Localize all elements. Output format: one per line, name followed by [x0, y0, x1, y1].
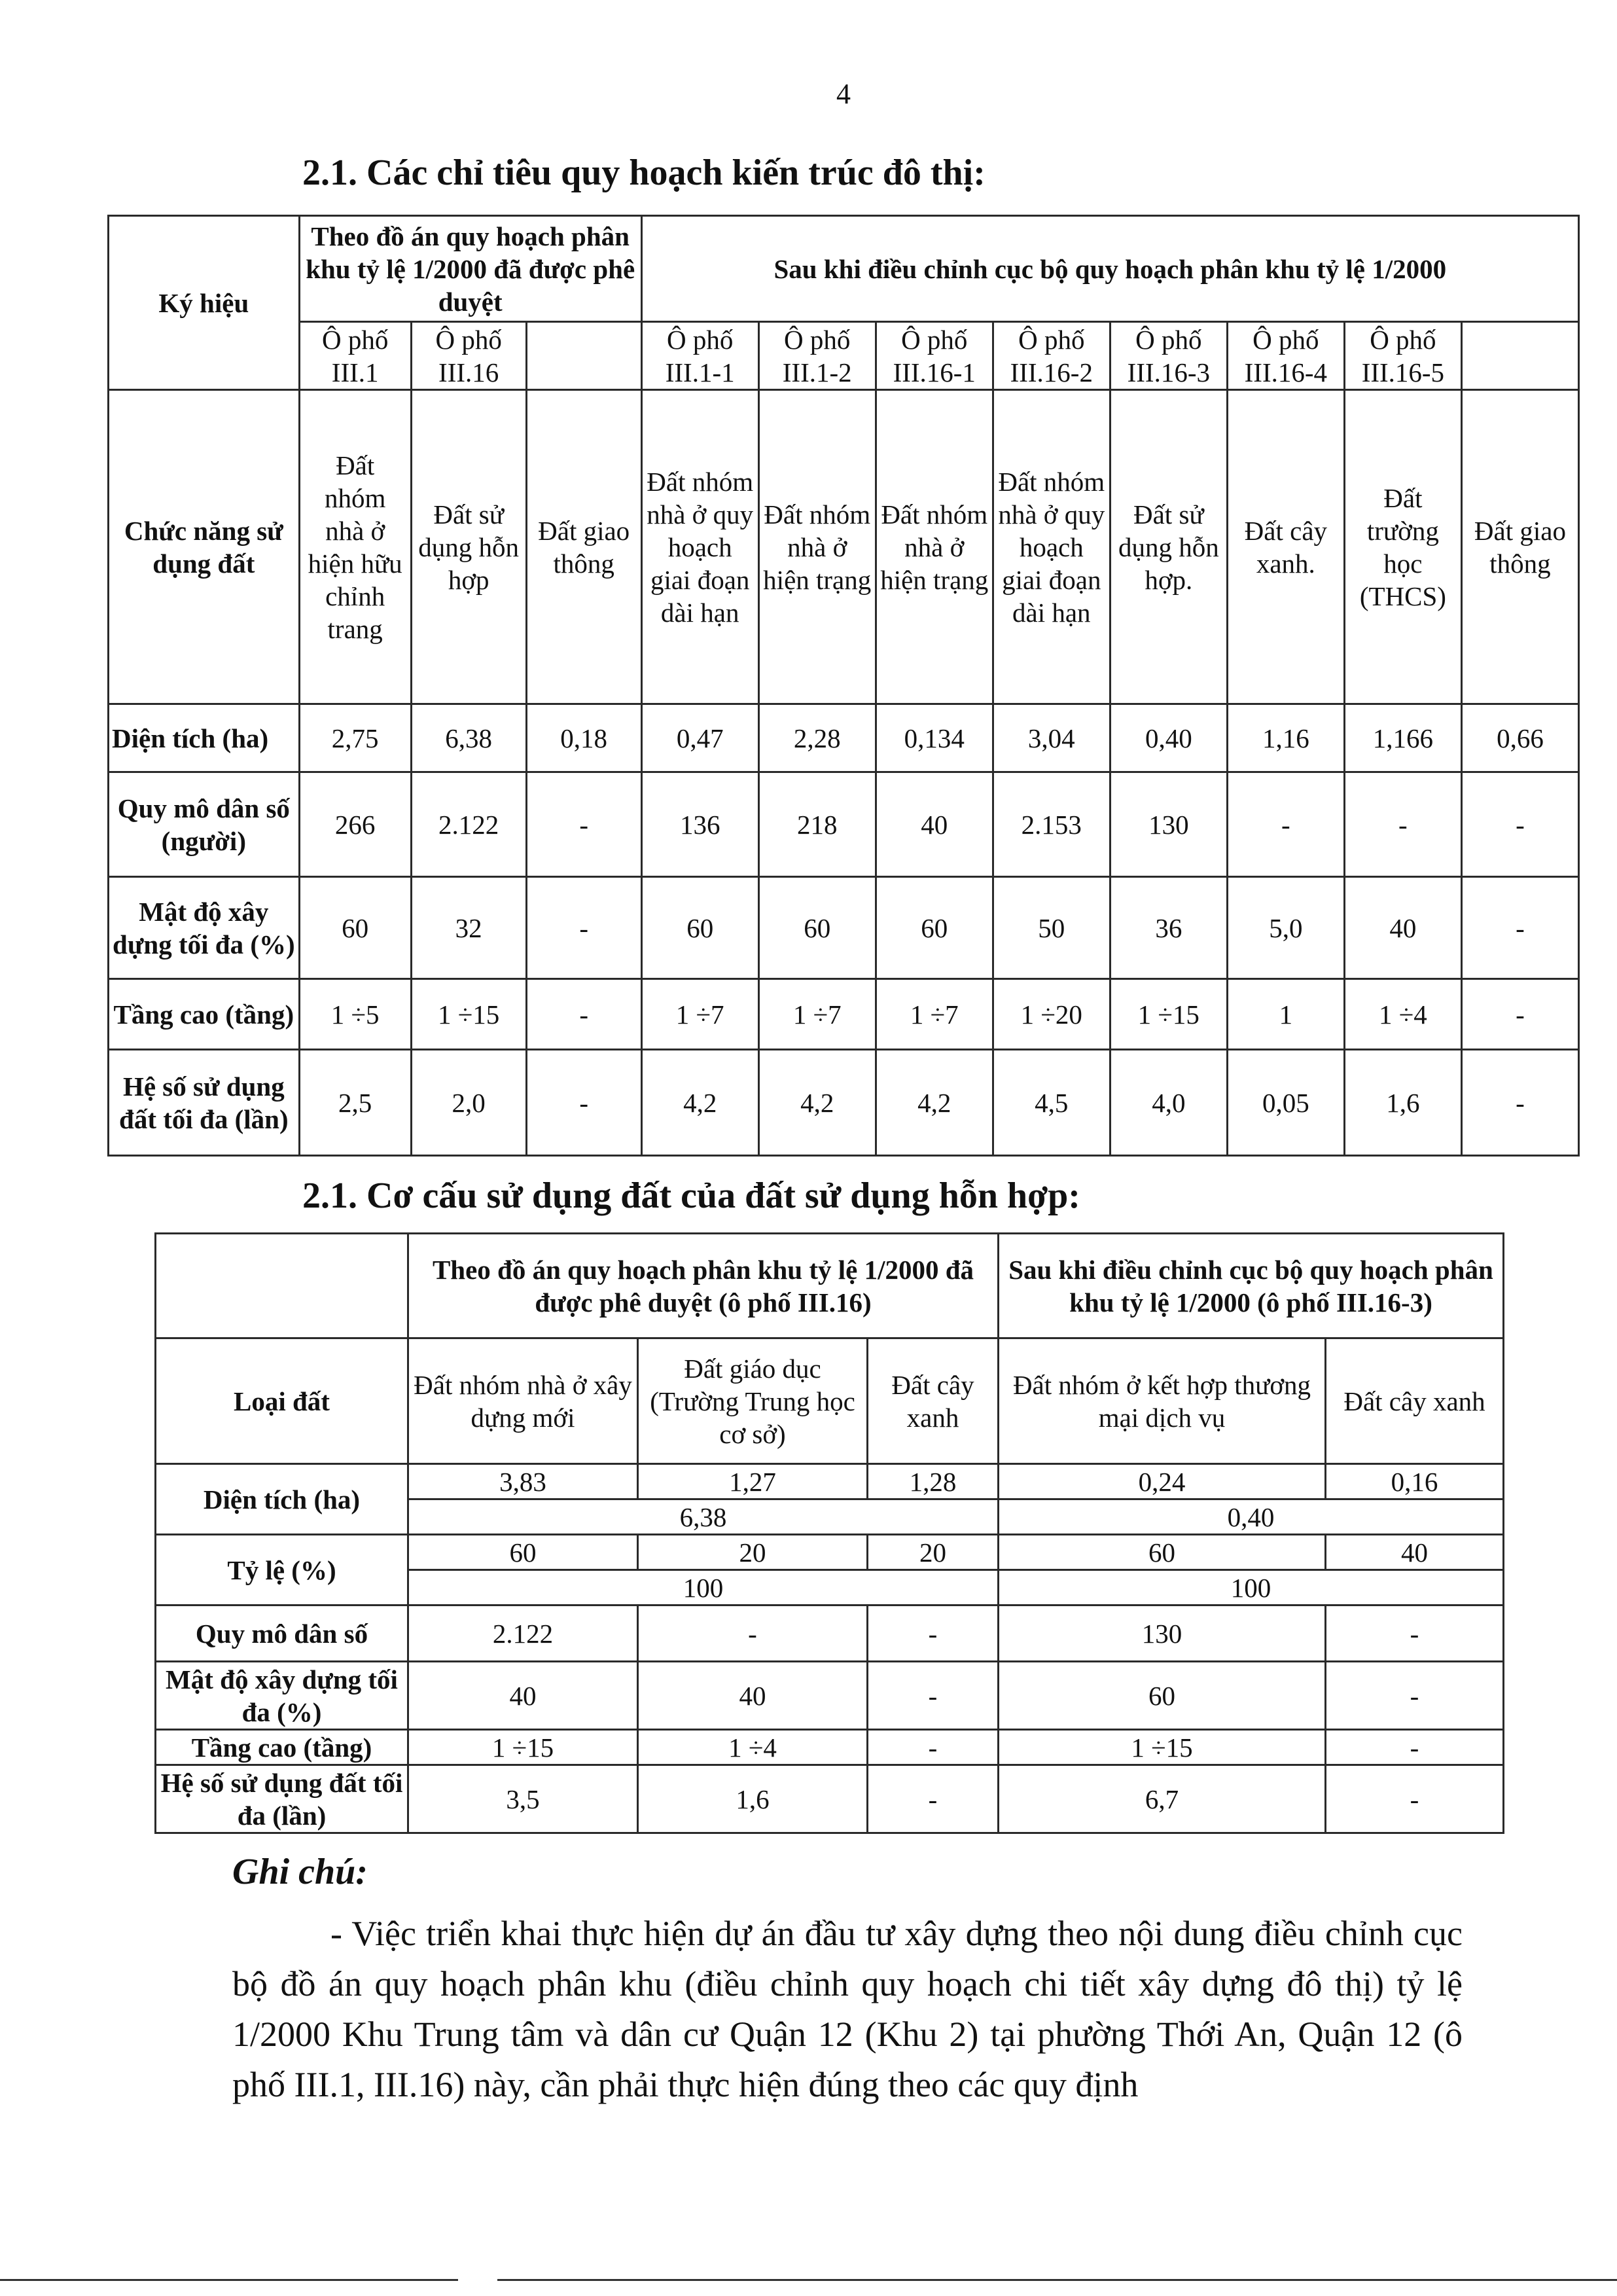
value-cell: 2.153	[993, 772, 1110, 877]
table-row	[109, 877, 1579, 979]
lot-cell	[1461, 322, 1578, 390]
value-cell: 4,2	[876, 1050, 993, 1156]
lot-cell: Ô phố III.16-2	[993, 322, 1110, 390]
lot-cell: Ô phố III.16	[411, 322, 526, 390]
value-cell: 60	[999, 1535, 1326, 1570]
table-row	[156, 1605, 1504, 1662]
value-cell: 1,6	[638, 1765, 868, 1833]
value-cell: 40	[1326, 1535, 1504, 1570]
total-cell: 100	[999, 1570, 1504, 1605]
lot-cell: Ô phố III.1	[299, 322, 411, 390]
value-cell: 3,04	[993, 704, 1110, 772]
land-type-cell: Đất nhóm ở kết hợp thương mại dịch vụ	[999, 1338, 1326, 1464]
section-1-heading: 2.1. Các chỉ tiêu quy hoạch kiến trúc đô thị:	[302, 152, 986, 193]
function-label: Chức năng sử dụng đất	[109, 390, 300, 704]
value-cell: 1,16	[1227, 704, 1344, 772]
value-cell: 0,134	[876, 704, 993, 772]
value-cell: -	[1326, 1730, 1504, 1765]
value-cell: 0,47	[641, 704, 758, 772]
value-cell: 20	[868, 1535, 999, 1570]
value-cell: 40	[876, 772, 993, 877]
value-cell: 218	[758, 772, 876, 877]
value-cell: 3,5	[408, 1765, 638, 1833]
row-label: Mật độ xây dựng tối đa (%)	[156, 1662, 408, 1730]
note-title: Ghi chú:	[232, 1852, 368, 1892]
table-row	[109, 772, 1579, 877]
land-type-cell: Đất nhóm nhà ở xây dựng mới	[408, 1338, 638, 1464]
lot-cell: Ô phố III.16-4	[1227, 322, 1344, 390]
value-cell: 1 ÷15	[408, 1730, 638, 1765]
function-cell: Đất nhóm nhà ở quy hoạch giai đoạn dài hạn	[641, 390, 758, 704]
value-cell: -	[1461, 772, 1578, 877]
value-cell: 2,28	[758, 704, 876, 772]
table-row	[156, 1765, 1504, 1833]
value-cell: -	[1344, 772, 1461, 877]
value-cell: -	[638, 1605, 868, 1662]
value-cell: 50	[993, 877, 1110, 979]
header-after: Sau khi điều chỉnh cục bộ quy hoạch phân khu tỷ lệ 1/2000 (ô phố III.16-3)	[999, 1234, 1504, 1338]
value-cell: 1 ÷7	[641, 979, 758, 1050]
table-row	[156, 1730, 1504, 1765]
value-cell: 1 ÷4	[638, 1730, 868, 1765]
value-cell: 0,16	[1326, 1464, 1504, 1499]
table-row	[109, 704, 1579, 772]
land-type-row	[156, 1338, 1504, 1464]
value-cell: 60	[408, 1535, 638, 1570]
value-cell: 2.122	[411, 772, 526, 877]
function-cell: Đất sử dụng hỗn hợp	[411, 390, 526, 704]
value-cell: 136	[641, 772, 758, 877]
value-cell: 1	[1227, 979, 1344, 1050]
value-cell: -	[868, 1765, 999, 1833]
lot-cell: Ô phố III.16-1	[876, 322, 993, 390]
land-type-cell: Đất cây xanh	[868, 1338, 999, 1464]
value-cell: 1,28	[868, 1464, 999, 1499]
value-cell: 1 ÷5	[299, 979, 411, 1050]
value-cell: 266	[299, 772, 411, 877]
value-cell: 130	[999, 1605, 1326, 1662]
table-row	[109, 979, 1579, 1050]
function-cell: Đất cây xanh.	[1227, 390, 1344, 704]
ratio-label: Tỷ lệ (%)	[156, 1535, 408, 1605]
lot-cell: Ô phố III.1-2	[758, 322, 876, 390]
value-cell: 2,5	[299, 1050, 411, 1156]
value-cell: -	[1326, 1765, 1504, 1833]
header-before: Theo đồ án quy hoạch phân khu tỷ lệ 1/2000 đã được phê duyệt	[299, 216, 641, 322]
lot-cell	[526, 322, 641, 390]
value-cell: -	[1461, 1050, 1578, 1156]
value-cell: -	[1461, 877, 1578, 979]
land-type-cell: Đất cây xanh	[1326, 1338, 1504, 1464]
function-cell: Đất nhóm nhà ở hiện trạng	[876, 390, 993, 704]
row-label: Quy mô dân số	[156, 1605, 408, 1662]
value-cell: 130	[1110, 772, 1227, 877]
value-cell: 0,66	[1461, 704, 1578, 772]
value-cell: -	[526, 979, 641, 1050]
header-after: Sau khi điều chỉnh cục bộ quy hoạch phân khu tỷ lệ 1/2000	[641, 216, 1578, 322]
planning-indicators-table	[107, 215, 1580, 1157]
function-cell: Đất nhóm nhà ở quy hoạch giai đoạn dài hạn	[993, 390, 1110, 704]
value-cell: 60	[641, 877, 758, 979]
total-cell: 6,38	[408, 1499, 999, 1535]
value-cell: 0,24	[999, 1464, 1326, 1499]
row-label: Tầng cao (tầng)	[109, 979, 300, 1050]
value-cell: 2,0	[411, 1050, 526, 1156]
value-cell: -	[1227, 772, 1344, 877]
value-cell: 40	[408, 1662, 638, 1730]
value-cell: 2.122	[408, 1605, 638, 1662]
value-cell: 36	[1110, 877, 1227, 979]
header-empty-cell	[156, 1234, 408, 1338]
value-cell: 0,40	[1110, 704, 1227, 772]
function-row	[109, 390, 1579, 704]
function-cell: Đất sử dụng hỗn hợp.	[1110, 390, 1227, 704]
value-cell: -	[868, 1662, 999, 1730]
value-cell: 40	[638, 1662, 868, 1730]
value-cell: -	[1326, 1605, 1504, 1662]
row-label: Mật độ xây dựng tối đa (%)	[109, 877, 300, 979]
note-text: - Việc triển khai thực hiện dự án đầu tư xây dựng theo nội dung điều chỉnh cục bộ đồ án quy hoạch phân khu (điều chỉnh quy hoạch chi tiết xây dựng đô thị) tỷ lệ 1/2000 Khu Trung tâm và dân cư Quận 12 (Khu 2) tại phường Thới An, Quận 12 (ô phố III.1, III.16) này, cần phải thực hiện đúng theo các quy định	[232, 1914, 1463, 2104]
value-cell: 60	[299, 877, 411, 979]
value-cell: 1 ÷15	[411, 979, 526, 1050]
value-cell: 5,0	[1227, 877, 1344, 979]
total-cell: 0,40	[999, 1499, 1504, 1535]
value-cell: 0,18	[526, 704, 641, 772]
value-cell: -	[526, 1050, 641, 1156]
value-cell: 4,0	[1110, 1050, 1227, 1156]
header-before: Theo đồ án quy hoạch phân khu tỷ lệ 1/2000 đã được phê duyệt (ô phố III.16)	[408, 1234, 999, 1338]
value-cell: -	[1461, 979, 1578, 1050]
ky-hieu-label: Ký hiệu	[109, 216, 300, 390]
value-cell: 40	[1344, 877, 1461, 979]
mixed-use-land-structure-table	[154, 1232, 1504, 1834]
value-cell: 1,6	[1344, 1050, 1461, 1156]
table-row	[156, 1662, 1504, 1730]
function-cell: Đất trường học (THCS)	[1344, 390, 1461, 704]
function-cell: Đất giao thông	[526, 390, 641, 704]
value-cell: 1 ÷7	[758, 979, 876, 1050]
page-number: 4	[836, 78, 851, 110]
function-cell: Đất nhóm nhà ở hiện trạng	[758, 390, 876, 704]
value-cell: 4,5	[993, 1050, 1110, 1156]
function-cell: Đất nhóm nhà ở hiện hữu chỉnh trang	[299, 390, 411, 704]
value-cell: 1 ÷15	[999, 1730, 1326, 1765]
value-cell: -	[1326, 1662, 1504, 1730]
value-cell: 4,2	[758, 1050, 876, 1156]
value-cell: 1 ÷7	[876, 979, 993, 1050]
table-row	[109, 1050, 1579, 1156]
value-cell: 1,27	[638, 1464, 868, 1499]
lot-cell: Ô phố III.16-3	[1110, 322, 1227, 390]
function-cell: Đất giao thông	[1461, 390, 1578, 704]
value-cell: 4,2	[641, 1050, 758, 1156]
row-label: Quy mô dân số (người)	[109, 772, 300, 877]
value-cell: 1,166	[1344, 704, 1461, 772]
value-cell: 6,38	[411, 704, 526, 772]
value-cell: -	[526, 772, 641, 877]
lot-row	[109, 322, 1579, 390]
value-cell: -	[868, 1730, 999, 1765]
footer-rule-right	[497, 2279, 1617, 2281]
row-label: Tầng cao (tầng)	[156, 1730, 408, 1765]
lot-cell: Ô phố III.16-5	[1344, 322, 1461, 390]
value-cell: 1 ÷4	[1344, 979, 1461, 1050]
land-type-label: Loại đất	[156, 1338, 408, 1464]
value-cell: 1 ÷15	[1110, 979, 1227, 1050]
footer-rule-left	[0, 2279, 458, 2281]
value-cell: 32	[411, 877, 526, 979]
value-cell: 60	[999, 1662, 1326, 1730]
value-cell: -	[526, 877, 641, 979]
value-cell: 1 ÷20	[993, 979, 1110, 1050]
lot-cell: Ô phố III.1-1	[641, 322, 758, 390]
ratio-row	[156, 1535, 1504, 1570]
section-2-heading: 2.1. Cơ cấu sử dụng đất của đất sử dụng hỗn hợp:	[302, 1175, 1080, 1216]
value-cell: 6,7	[999, 1765, 1326, 1833]
value-cell: -	[868, 1605, 999, 1662]
value-cell: 3,83	[408, 1464, 638, 1499]
area-label: Diện tích (ha)	[156, 1464, 408, 1535]
value-cell: 20	[638, 1535, 868, 1570]
total-cell: 100	[408, 1570, 999, 1605]
row-label: Hệ số sử dụng đất tối đa (lần)	[156, 1765, 408, 1833]
value-cell: 60	[758, 877, 876, 979]
row-label: Diện tích (ha)	[109, 704, 300, 772]
value-cell: 2,75	[299, 704, 411, 772]
value-cell: 0,05	[1227, 1050, 1344, 1156]
value-cell: 60	[876, 877, 993, 979]
area-row	[156, 1464, 1504, 1499]
row-label: Hệ số sử dụng đất tối đa (lần)	[109, 1050, 300, 1156]
land-type-cell: Đất giáo dục (Trường Trung học cơ sở)	[638, 1338, 868, 1464]
